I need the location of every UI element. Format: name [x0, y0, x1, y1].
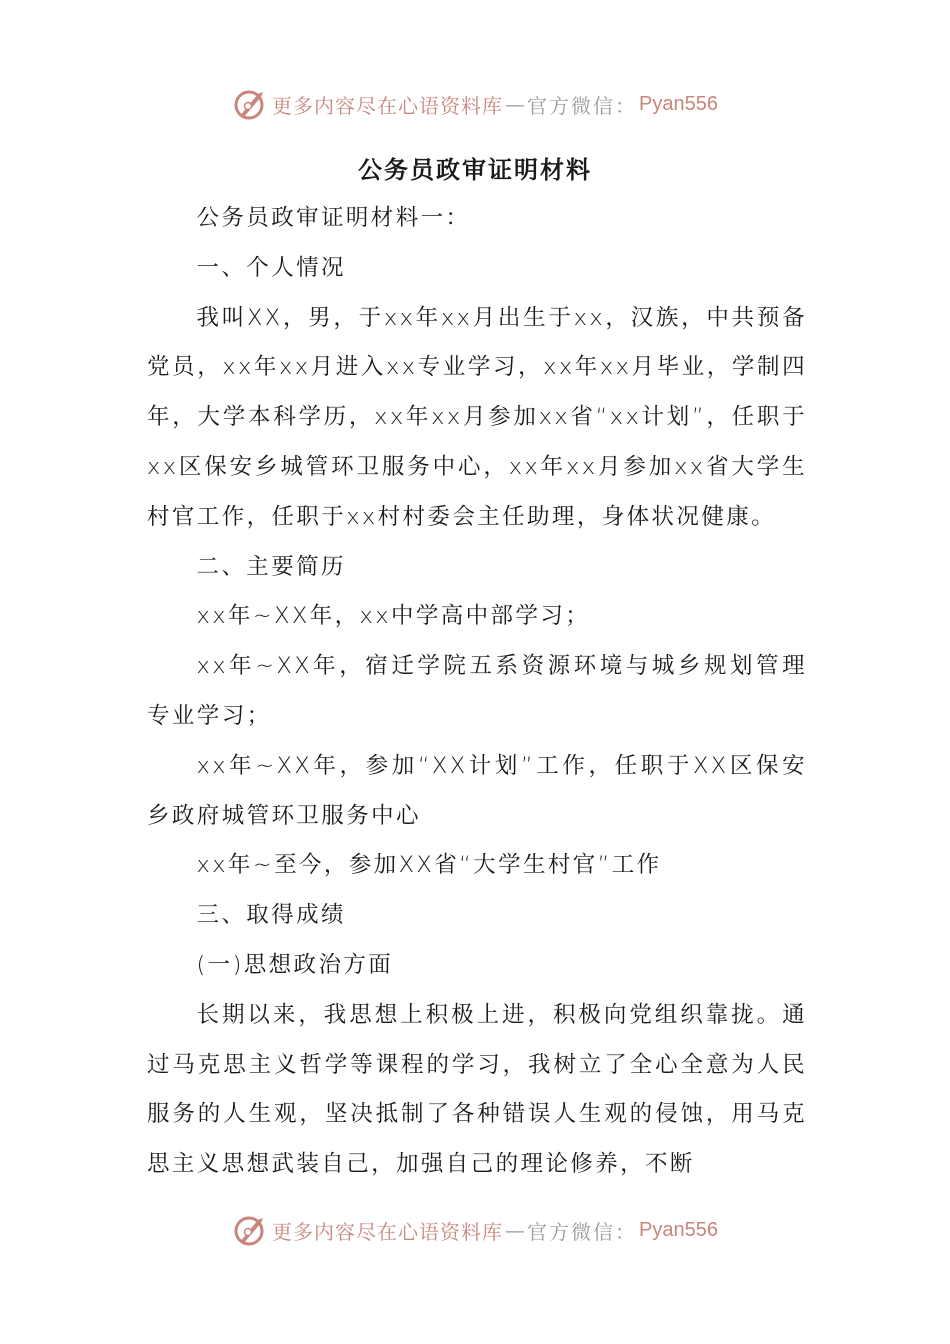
wechat-label: 官方微信：	[527, 93, 638, 118]
watermark-banner-bottom	[0, 1208, 950, 1252]
paragraph: 公务员政审证明材料一：	[196, 205, 471, 231]
subsection-heading: (一)思想政治方面	[196, 951, 394, 978]
watermark-dash: —	[505, 1218, 526, 1242]
watermark-dash: —	[505, 92, 526, 116]
watermark-text: 更多内容尽在心语资料库	[272, 93, 504, 118]
resume-item: xx年~XX年，参加“XX计划”工作，任职于XX区保安乡政府城管环卫服务中心	[147, 752, 807, 829]
section-heading: 一、个人情况	[196, 254, 346, 281]
watermark-text: 更多内容尽在心语资料库	[272, 1219, 504, 1244]
paragraph: 我叫XX，男，于xx年xx月出生于xx，汉族，中共预备党员，xx年xx月进入xx专业学习，xx年xx月毕业，学制四年，大学本科学历，xx年xx月参加xx省“xx计划”，任职于xx区保安乡城管环卫服务中心，xx年xx月参加xx省大学生村官工作，任职于xx村村委会主任助理，身体状况健康。	[147, 304, 807, 530]
resume-item: xx年~XX年，xx中学高中部学习；	[196, 603, 591, 630]
document-body	[147, 194, 807, 1190]
wechat-label: 官方微信：	[527, 1219, 638, 1244]
paragraph: 长期以来，我思想上积极上进，积极向党组织靠拢。通过马克思主义哲学等课程的学习，我树立了全心全意为人民服务的人生观，坚决抵制了各种错误人生观的侵蚀，用马克思主义思想武装自己，加强自己的理论修养，不断	[147, 1001, 807, 1178]
watermark-banner-top	[0, 82, 950, 126]
document-title: 公务员政审证明材料	[358, 156, 592, 184]
resume-item: xx年~XX年，宿迁学院五系资源环境与城乡规划管理专业学习；	[147, 653, 807, 729]
wechat-id: Pyan556	[639, 92, 718, 115]
pen-logo-icon	[232, 1212, 268, 1248]
section-heading: 三、取得成绩	[196, 902, 346, 929]
pen-logo-icon	[232, 86, 268, 122]
wechat-id: Pyan556	[639, 1218, 718, 1241]
resume-item: xx年~至今，参加XX省“大学生村官”工作	[196, 852, 662, 879]
section-heading: 二、主要简历	[196, 553, 346, 580]
